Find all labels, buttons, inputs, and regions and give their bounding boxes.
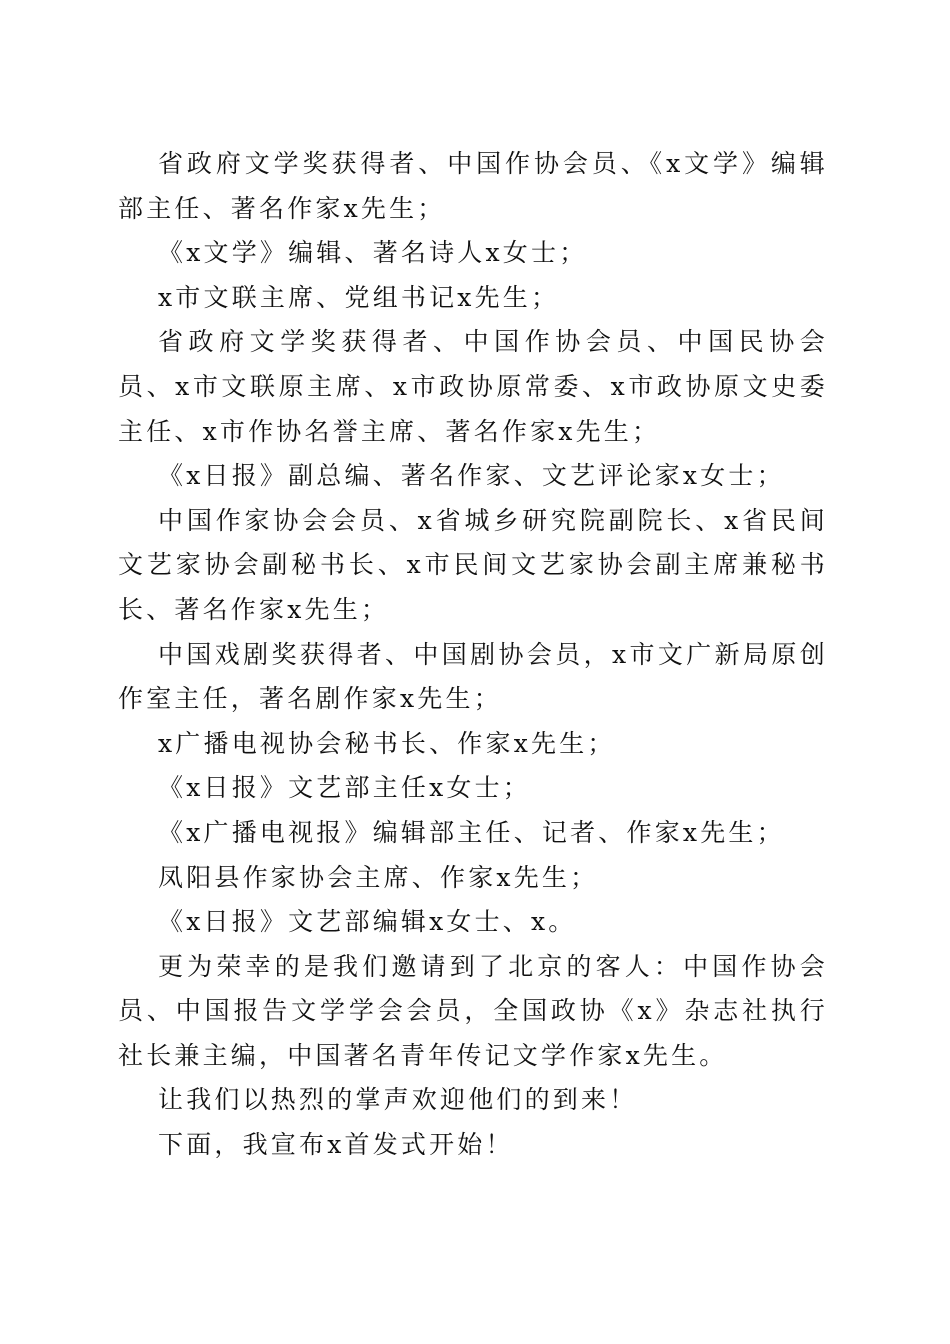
paragraph-guest-12: 《x日报》文艺部编辑x女士、x。 <box>158 907 577 937</box>
document-page <box>118 142 828 1168</box>
paragraph-guest-10: 《x广播电视报》编辑部主任、记者、作家x先生； <box>158 817 785 847</box>
paragraph-guest-2: 《x文学》编辑、著名诗人x女士； <box>158 238 588 268</box>
paragraph-guest-9: 《x日报》文艺部主任x女士； <box>158 773 531 803</box>
paragraph-guest-11: 凤阳县作家协会主席、作家x先生； <box>158 862 599 892</box>
paragraph-guest-5: 《x日报》副总编、著名作家、文艺评论家x女士； <box>158 461 785 491</box>
paragraph-announcement: 下面，我宣布x首发式开始！ <box>158 1130 514 1160</box>
paragraph-applause: 让我们以热烈的掌声欢迎他们的到来！ <box>158 1085 638 1115</box>
paragraph-guest-6: 中国作家协会会员、x省城乡研究院副院长、x省民间文艺家协会副秘书长、x市民间文艺家协会副主席兼秘书长、著名作家x先生； <box>118 505 828 624</box>
paragraph-guest-4: 省政府文学奖获得者、中国作协会员、中国民协会员、x市文联原主席、x市政协原常委、x市政协原文史委主任、x市作协名誉主席、著名作家x先生； <box>118 327 828 446</box>
paragraph-guest-1: 省政府文学奖获得者、中国作协会员、《x文学》编辑部主任、著名作家x先生； <box>118 149 828 223</box>
paragraph-guest-8: x广播电视协会秘书长、作家x先生； <box>158 728 616 758</box>
paragraph-guest-3: x市文联主席、党组书记x先生； <box>158 282 560 312</box>
paragraph-beijing-guest: 更为荣幸的是我们邀请到了北京的客人：中国作协会员、中国报告文学学会会员，全国政协《x》杂志社执行社长兼主编，中国著名青年传记文学作家x先生。 <box>118 951 828 1070</box>
paragraph-guest-7: 中国戏剧奖获得者、中国剧协会员，x市文广新局原创作室主任，著名剧作家x先生； <box>118 639 828 714</box>
